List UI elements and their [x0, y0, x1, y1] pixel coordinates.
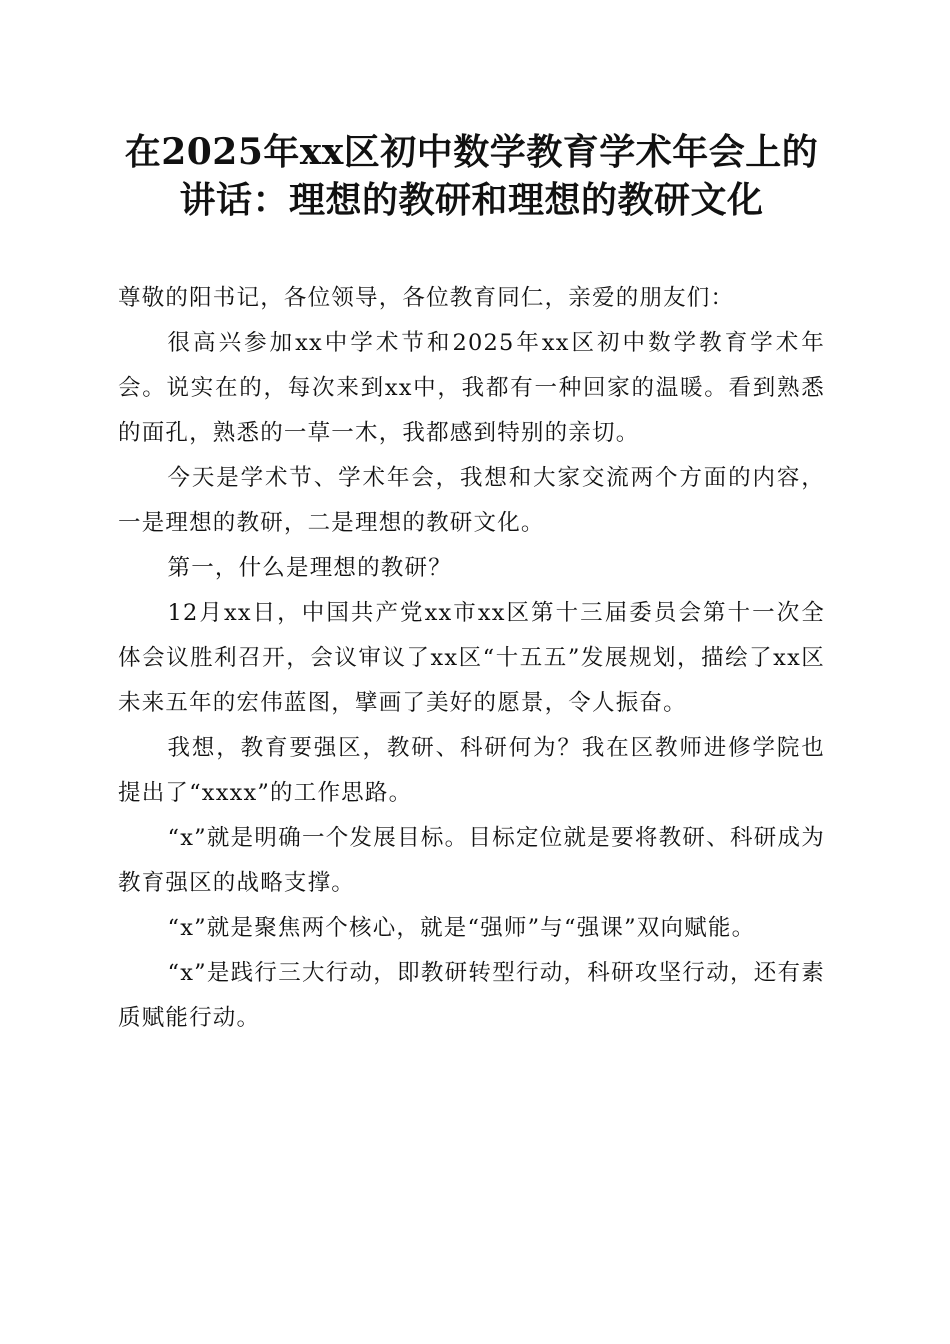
paragraph-5: “x”就是明确一个发展目标。目标定位就是要将教研、科研成为教育强区的战略支撑。: [118, 825, 825, 896]
paragraph-3: 12月xx日，中国共产党xx市xx区第十三届委员会第十一次全体会议胜利召开，会议审议了xx区“十五五”发展规划，描绘了xx区未来五年的宏伟蓝图，擘画了美好的愿景，令人振奋。: [118, 600, 825, 716]
paragraph-1: 很高兴参加xx中学术节和2025年xx区初中数学教育学术年会。说实在的，每次来到xx中，我都有一种回家的温暖。看到熟悉的面孔，熟悉的一草一木，我都感到特别的亲切。: [118, 330, 825, 446]
paragraph-6: “x”就是聚焦两个核心，就是“强师”与“强课”双向赋能。: [167, 915, 756, 941]
paragraph-4: 我想，教育要强区，教研、科研何为？我在区教师进修学院也提出了“xxxx”的工作思路。: [118, 735, 825, 806]
salutation: 尊敬的阳书记，各位领导，各位教育同仁，亲爱的朋友们：: [118, 285, 735, 311]
document-body: [118, 276, 825, 1041]
paragraph-2: 今天是学术节、学术年会，我想和大家交流两个方面的内容，一是理想的教研，二是理想的教研文化。: [118, 465, 825, 536]
document-title: 在2025年xx区初中数学教育学术年会上的讲话：理想的教研和理想的教研文化: [124, 131, 819, 221]
paragraph-7: “x”是践行三大行动，即教研转型行动，科研攻坚行动，还有素质赋能行动。: [118, 960, 825, 1031]
section-heading: 第一，什么是理想的教研？: [167, 555, 452, 581]
